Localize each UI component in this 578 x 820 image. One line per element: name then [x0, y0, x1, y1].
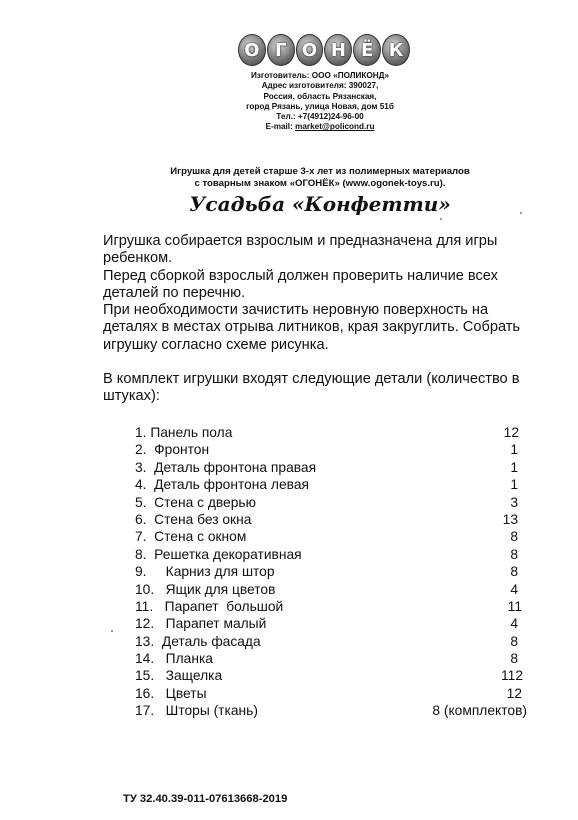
assembly-instructions	[103, 233, 533, 354]
part-name: 15. Защелка	[135, 668, 223, 684]
manufacturer-region: Россия, область Рязанская,	[263, 91, 377, 101]
part-name: 3. Деталь фронтона правая	[135, 459, 317, 475]
part-name: 12. Парапет малый	[135, 616, 267, 632]
part-quantity: 3	[510, 494, 518, 510]
logo-letter: О	[296, 34, 324, 66]
part-quantity: 1	[510, 442, 518, 458]
part-quantity: 4	[510, 581, 518, 597]
part-row	[135, 650, 535, 667]
part-row	[135, 563, 535, 580]
manufacturer-email	[200, 122, 440, 132]
description-line: Игрушка для детей старше 3-х лет из полимерных материалов	[170, 166, 470, 177]
part-quantity: 1	[510, 477, 518, 493]
email-label: E-mail:	[265, 122, 296, 132]
logo-letter: О	[238, 34, 266, 66]
part-name: 10. Ящик для цветов	[135, 581, 276, 597]
part-quantity: 8	[510, 529, 518, 545]
manufacturer-street: город Рязань, улица Новая, дом 51б	[246, 101, 394, 111]
manufacturer-phone: Тел.: +7(4912)24-96-00	[276, 112, 364, 122]
part-quantity: 12	[506, 685, 522, 701]
part-row	[135, 424, 535, 441]
part-row	[135, 633, 535, 650]
part-quantity: 8	[510, 651, 518, 667]
email-link[interactable]: market@policond.ru	[295, 122, 375, 132]
part-quantity: 12	[503, 425, 519, 440]
manufacturer-info	[200, 71, 440, 133]
part-quantity: 8	[510, 564, 518, 580]
part-row	[135, 702, 535, 719]
part-name: 2. Фронтон	[135, 442, 210, 458]
part-name: 7. Стена с окном	[135, 529, 247, 545]
logo-letter: К	[382, 34, 410, 66]
instruction-paragraph: При необходимости зачистить неровную поверхность на деталях в местах отрыва литников, края закруглить. Собрать игрушку согласно схеме рисунка.	[103, 302, 521, 353]
product-title: Усадьба «Конфетти»	[189, 192, 451, 216]
part-quantity: 11	[507, 598, 522, 614]
part-quantity: 1	[510, 459, 518, 475]
parts-heading: В комплект игрушки входят следующие детали (количество в штуках):	[103, 371, 520, 405]
part-row	[135, 598, 535, 615]
part-quantity: 8 (комплектов)	[432, 703, 527, 719]
part-row	[135, 441, 535, 458]
part-name: 14. Планка	[135, 651, 213, 667]
part-name: 4. Деталь фронтона левая	[135, 477, 309, 493]
part-name: 16. Цветы	[135, 685, 207, 701]
manufacturer-address: Адрес изготовителя: 390027,	[261, 81, 379, 91]
part-row	[135, 511, 535, 528]
part-quantity: 8	[510, 633, 518, 649]
instruction-paragraph: Перед сборкой взрослый должен проверить наличие всех деталей по перечню.	[103, 267, 498, 301]
product-description	[120, 166, 520, 189]
part-row	[135, 615, 535, 632]
logo-letter: Г	[267, 34, 295, 66]
part-row	[135, 459, 535, 476]
part-quantity: 13	[502, 511, 518, 527]
part-row	[135, 546, 535, 563]
description-line: с товарным знаком «ОГОНЁК» (www.ogonek-toys.ru).	[194, 177, 446, 189]
parts-list	[135, 424, 535, 720]
part-row	[135, 667, 535, 684]
manufacturer-name: Изготовитель: ООО «ПОЛИКОНД»	[250, 71, 390, 80]
part-row	[135, 685, 535, 702]
standard-code: ТУ 32.40.39-011-07613668-2019	[123, 793, 288, 805]
part-name: 1. Панель пола	[135, 425, 233, 440]
part-row	[135, 528, 535, 545]
part-row	[135, 494, 535, 511]
part-name: 9. Карниз для штор	[135, 564, 275, 580]
part-quantity: 112	[501, 668, 523, 684]
part-name: 11. Парапет большой	[135, 598, 284, 614]
part-quantity: 4	[510, 616, 518, 632]
part-name: 8. Решетка декоративная	[135, 546, 302, 562]
scan-speck	[520, 212, 522, 214]
logo-letter: Ё	[353, 34, 381, 66]
logo-letter: Н	[324, 34, 352, 66]
scan-speck	[440, 218, 442, 220]
part-name: 5. Стена с дверью	[135, 494, 256, 510]
part-name: 17. Шторы (ткань)	[135, 703, 258, 719]
instruction-paragraph: Игрушка собирается взрослым и предназначена для игры ребенком.	[103, 233, 498, 267]
part-quantity: 8	[510, 546, 518, 562]
part-name: 6. Стена без окна	[135, 511, 252, 527]
part-name: 13. Деталь фасада	[135, 633, 261, 649]
ogonek-logo	[238, 34, 410, 66]
scan-speck	[111, 630, 113, 632]
part-row	[135, 476, 535, 493]
part-row	[135, 581, 535, 598]
